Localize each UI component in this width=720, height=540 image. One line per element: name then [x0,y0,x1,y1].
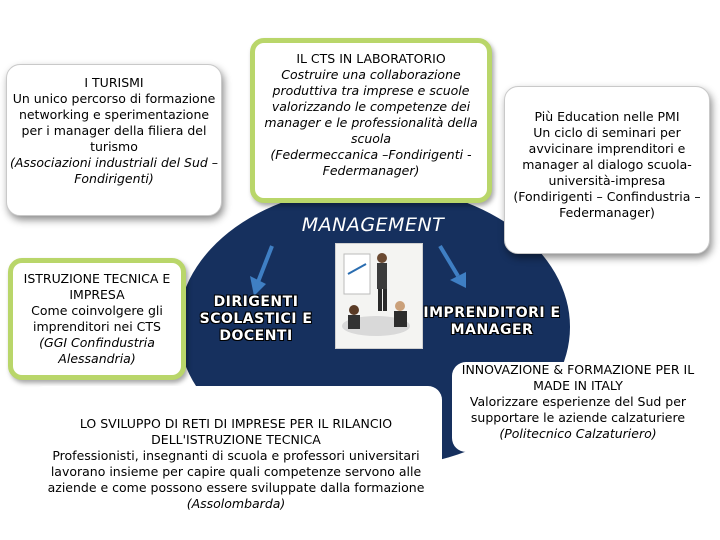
label-dirigenti: DIRIGENTI SCOLASTICI E DOCENTI [199,294,313,344]
box-education-source: (Fondirigenti – Confindustria – Federmanager) [513,189,701,220]
box-education-title: Più Education nelle PMI [534,109,680,124]
box-turismi-body: Un unico percorso di formazione networking e sperimentazione per i manager della filiera del turismo [12,91,216,154]
box-reti-title: LO SVILUPPO DI RETI DI IMPRESE PER IL RILANCIO DELL'ISTRUZIONE TECNICA [79,416,393,447]
box-laboratorio-source: (Federmeccanica –Fondirigenti - Federmanager) [270,147,472,178]
arrow-left-icon [250,246,272,296]
box-innovazione-source: (Politecnico Calzaturiero) [499,426,657,441]
box-innovazione-title: INNOVAZIONE & FORMAZIONE PER IL MADE IN ITALY [461,362,695,393]
box-istruzione-title: ISTRUZIONE TECNICA E IMPRESA [23,271,171,302]
box-turismi-title: I TURISMI [84,75,144,90]
box-education-body: Un ciclo di seminari per avvicinare imprenditori e manager al dialogo scuola-università-impresa [522,125,692,188]
box-reti-source: (Assolombarda) [186,496,286,511]
box-turismi-source: (Associazioni industriali del Sud – Fondirigenti) [9,155,219,186]
management-title: MANAGEMENT [301,214,445,236]
box-istruzione-body: Come coinvolgere gli imprenditori nei CTS [31,303,163,334]
label-imprenditori: IMPRENDITORI E MANAGER [423,305,561,338]
arrow-right-icon [440,246,466,288]
box-laboratorio-body: Costruire una collaborazione produttiva tra imprese e scuole valorizzando le competenze dei manager e le professionalità della scuola [264,67,478,146]
box-innovazione-body: Valorizzare esperienze del Sud per supportare le aziende calzaturiere [469,394,687,425]
box-istruzione-source: (GGI Confindustria Alessandria) [39,335,155,366]
box-laboratorio-title: IL CTS IN LABORATORIO [296,51,446,66]
box-reti-body: Professionisti, insegnanti di scuola e professori universitari lavorano insieme per capire quali competenze servono alle aziende e come possono essere sviluppate dalla formazione [47,448,425,495]
